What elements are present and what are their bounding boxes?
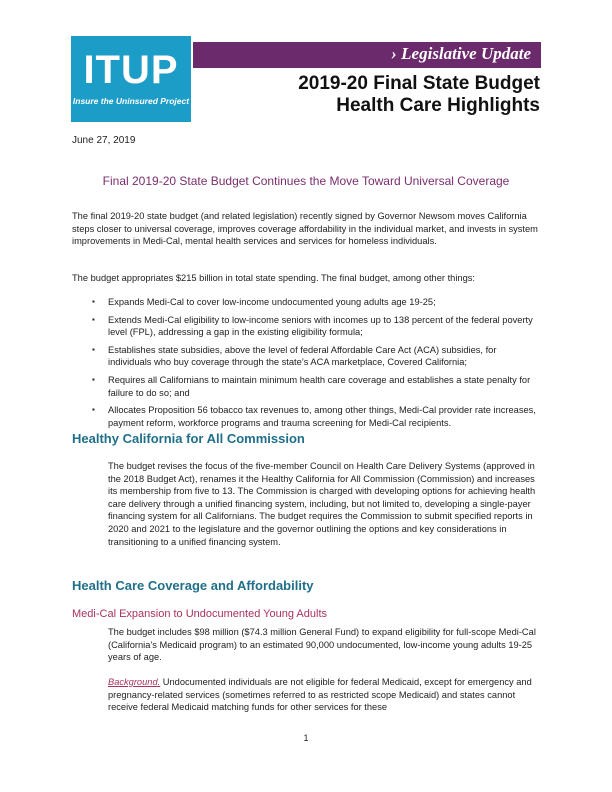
list-item: ▪ Extends Medi-Cal eligibility to low-income seniors with incomes up to 138 percent of the federal poverty level (FPL), addressing a gap in the existing eligibility formula; — [90, 314, 542, 339]
legislative-update-banner — [193, 42, 541, 68]
title-line-2: Health Care Highlights — [336, 95, 540, 116]
section-heading-coverage: Health Care Coverage and Affordability — [72, 578, 314, 593]
subheading-medi-cal-expansion: Medi-Cal Expansion to Undocumented Young Adults — [72, 608, 328, 620]
background-link[interactable]: Background. — [108, 677, 161, 687]
banner-text: › Legislative Update — [391, 44, 531, 63]
background-paragraph — [108, 676, 542, 714]
lead-paragraph: The budget appropriates $215 billion in total state spending. The final budget, among other things: — [72, 273, 475, 283]
logo-subtitle: Insure the Uninsured Project — [72, 96, 190, 106]
section-heading-commission: Healthy California for All Commission — [72, 431, 305, 446]
highlights-list — [90, 296, 542, 434]
background-text: Undocumented individuals are not eligible for federal Medicaid, except for emergency and pregnancy-related services (sometimes referred to as restricted scope Medicaid) and states cannot receive federal Medicaid matching funds for other services for these — [108, 677, 532, 713]
publication-date: June 27, 2019 — [72, 135, 136, 146]
page-number: 1 — [303, 733, 309, 743]
document-title — [298, 73, 540, 117]
logo-text: ITUP — [83, 48, 179, 92]
title-line-1: 2019-20 Final State Budget — [298, 73, 540, 94]
itup-logo — [71, 36, 191, 122]
commission-paragraph: The budget revises the focus of the five-member Council on Health Care Delivery Systems (approved in the 2018 Budget Act), renames it the Healthy California for All Commission (Commission) and increases its membership from five to 13. The Commission is charged with developing options for achieving health care delivery through a unified financing system, including, but not limited to, developing a single-payer financing system for all Californians. The budget requires the Commission to submit specified reports in 2020 and 2021 to the legislature and the governor outlining the options and key considerations in transitioning to a unified financing system. — [108, 461, 536, 547]
list-item: ▪ Expands Medi-Cal to cover low-income undocumented young adults age 19-25; — [90, 296, 542, 309]
document-subtitle: Final 2019-20 State Budget Continues the Move Toward Universal Coverage — [102, 174, 510, 188]
list-item: ▪ Requires all Californians to maintain minimum health care coverage and establishes a state penalty for failure to do so; and — [90, 374, 542, 399]
list-item: ▪ Establishes state subsidies, above the level of federal Affordable Care Act (ACA) subsidies, for individuals who buy coverage through the state’s ACA marketplace, Covered California; — [90, 344, 542, 369]
list-item: ▪ Allocates Proposition 56 tobacco tax revenues to, among other things, Medi-Cal provider rate increases, payment reform, workforce programs and trauma screening for Medi-Cal recipients. — [90, 404, 542, 429]
intro-paragraph: The final 2019-20 state budget (and related legislation) recently signed by Governor Newsom moves California steps closer to universal coverage, improves coverage affordability in the individual market, and invests in system improvements in Medi-Cal, mental health services and services for homeless individuals. — [72, 211, 538, 247]
expansion-paragraph: The budget includes $98 million ($74.3 million General Fund) to expand eligibility for full-scope Medi-Cal (California’s Medicaid program) to an estimated 90,000 undocumented, low-income young adults 19-25 years of age. — [108, 627, 536, 663]
